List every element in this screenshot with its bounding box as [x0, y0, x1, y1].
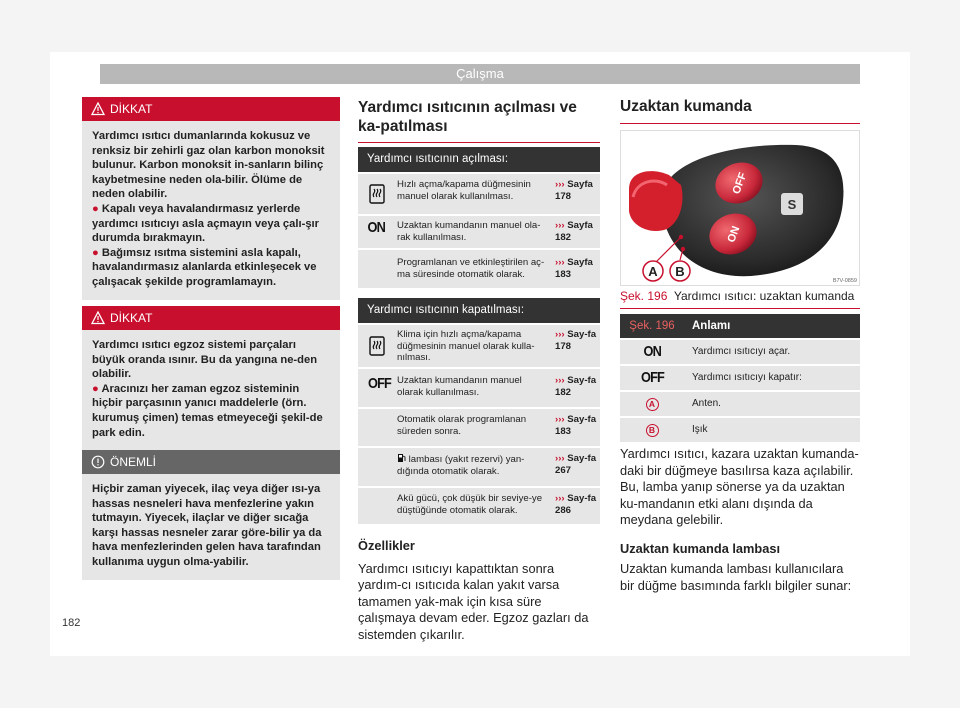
remote-control-figure	[620, 130, 860, 286]
section-title-col2	[358, 98, 600, 143]
svg-text:B7V-0859: B7V-0859	[832, 278, 857, 284]
lamp-heading: Uzaktan kumanda lambası	[620, 540, 781, 556]
svg-text:B: B	[675, 264, 685, 279]
on-icon: ON	[643, 343, 661, 360]
notice-text: Hiçbir zaman yiyecek, ilaç veya diğer ısı-ya hassas nesneleri hava menfezlerine yakın tutmayın. Yiyecek, ilaçlar ve diğer sıcağa karşı hassas nesneler zarar göre-bilir ya da hava menfezlerinden gelen hava tarafından kullanıma uygun olma-yabilir.	[92, 483, 322, 568]
close-table-heading: Yardımcı ısıtıcının kapatılması:	[358, 298, 600, 323]
warning-text: Yardımcı ısıtıcı dumanlarında kokusuz ve renksiz bir zehirli gaz olan karbon monoksit bulunur. Karbon monoksit in-sanların bilinç kaybetmesine neden ola-bilir. Ölüme de neden olabilir.	[92, 130, 325, 201]
off-icon: OFF	[640, 369, 664, 386]
table-row: Hızlı açma/kapama düğmesinin manuel olarak kullanılması. ››› Sayfa 178	[358, 174, 600, 214]
svg-text:OFF: OFF	[730, 170, 750, 196]
warning-triangle-icon	[91, 102, 105, 116]
table-row: OFF Yardımcı ısıtıcıyı kapatır:	[620, 366, 860, 390]
fuel-icon	[397, 453, 406, 463]
table-row: Akü gücü, çok düşük bir seviye-ye düştüğünde otomatik olarak. ››› Say-fa 286	[358, 488, 600, 524]
table-row: ON Yardımcı ısıtıcıyı açar.	[620, 340, 860, 364]
heater-icon	[366, 336, 388, 356]
table-row: Klima için hızlı açma/kapama düğmesinin manuel olarak kulla-nılması. ››› Say-fa 178	[358, 325, 600, 367]
svg-text:S: S	[787, 197, 797, 212]
warning-bullet: ● Bağımsız ısıtma sistemini asla kapalı, havalandırmasız alanlarda etkinleşecek ve çalışacak şekilde programlamayın.	[92, 246, 317, 288]
table-row: OFF Uzaktan kumandanın manuel olarak kullanılması. ››› Say-fa 182	[358, 369, 600, 407]
table-row: B Işık	[620, 418, 860, 442]
warning-heading: DİKKAT	[82, 97, 340, 121]
table-row: A Anten.	[620, 392, 860, 416]
features-text: Yardımcı ısıtıcıyı kapattıktan sonra yardım-cı ısıtıcıda kalan yakıt varsa tamamen yak-mak için kısa süre çalışmaya devam eder. Egzoz gazları da sistemden çıkarılır.	[358, 560, 589, 642]
off-icon: OFF	[368, 375, 391, 392]
table-row: lambası (yakıt rezervi) yan-dığında otomatik olarak. ››› Say-fa 267	[358, 448, 600, 486]
figure-caption: Şek. 196 Yardımcı ısıtıcı: uzaktan kumanda	[620, 289, 860, 309]
warning-text: Yardımcı ısıtıcı egzoz sistemi parçaları büyük oranda ısınır. Bu da yangına ne-den olabilir.	[92, 339, 318, 381]
warning-bullet: ● Aracınızı her zaman egzoz sisteminin hiçbir parçasının yanıcı maddelerle (örn. kurumuş çimen) temas etmeyeceği şekil-de park edin.	[92, 382, 323, 439]
heater-icon	[366, 184, 388, 204]
remote-control-image	[621, 131, 860, 286]
svg-text:ON: ON	[725, 224, 743, 245]
warning-heading: DİKKAT	[82, 306, 340, 330]
warning-triangle-icon	[91, 311, 105, 325]
section-title-col3: Uzaktan kumanda	[620, 98, 860, 124]
warning-box-2	[82, 306, 340, 450]
page-number: 182	[62, 617, 81, 629]
remote-body-text: Yardımcı ısıtıcı, kazara uzaktan kumanda-daki bir düğmeye basılırsa kaza açılabilir. Bu, lamba yanıp sönerse ya da uzaktan ku-mandanın etki alanı dışında da meydana gelebilir.	[620, 446, 859, 527]
svg-text:A: A	[648, 264, 658, 279]
notice-box	[82, 450, 340, 580]
table-row: Programlanan ve etkinleştirilen aç-ma süresinde otomatik olarak. ››› Sayfa 183	[358, 250, 600, 288]
label-b-marker: B	[646, 424, 659, 437]
notice-heading: ÖNEMLİ	[82, 450, 340, 474]
features-heading: Özellikler	[358, 538, 415, 553]
section-title: Yardımcı ısıtıcının açılması ve ka-patılması	[358, 98, 600, 143]
open-table-heading: Yardımcı ısıtıcının açılması:	[358, 147, 600, 172]
label-a-marker: A	[646, 398, 659, 411]
table-row: ON Uzaktan kumandanın manuel ola-rak kullanılması. ››› Sayfa 182	[358, 216, 600, 248]
warning-box-1	[82, 97, 340, 300]
lamp-text: Uzaktan kumanda lambası kullanıcılara bir düğme basımında farklı bilgiler sunar:	[620, 561, 852, 593]
warning-bullet: ● Kapalı veya havalandırmasız yerlerde yardımcı ısıtıcıyı asla açmayın veya çalı-şır durumda bırakmayın.	[92, 202, 320, 245]
table-row: Otomatik olarak programlanan süreden sonra. ››› Say-fa 183	[358, 409, 600, 446]
meaning-table-header: Şek. 196 Anlamı	[620, 314, 860, 338]
info-circle-icon	[91, 455, 105, 469]
on-icon: ON	[367, 219, 385, 236]
page-header: Çalışma	[100, 64, 860, 84]
